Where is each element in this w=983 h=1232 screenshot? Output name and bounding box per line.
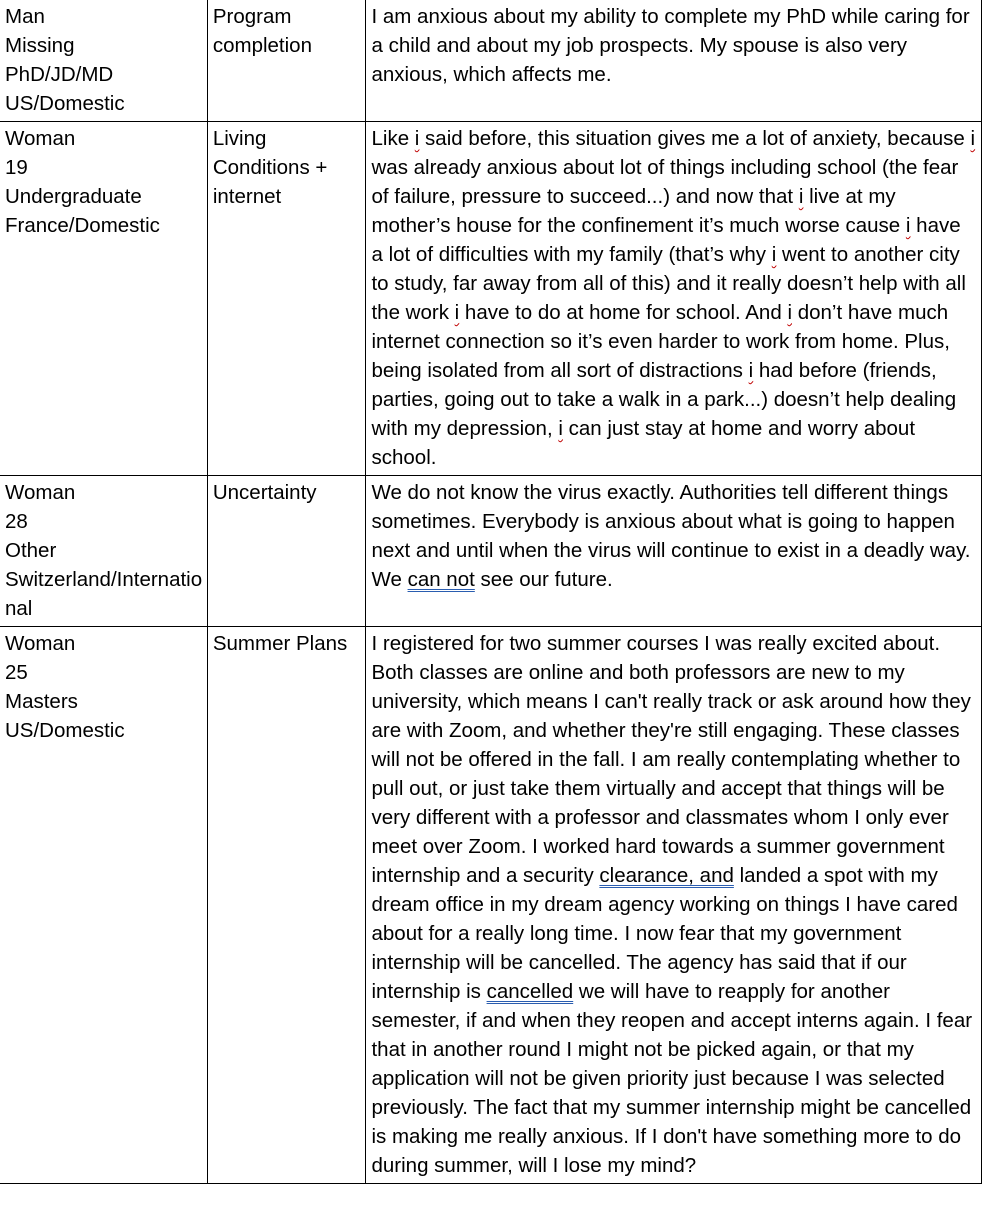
demographic-line: Switzerland/International (5, 568, 203, 620)
response-text: said before, this situation gives me a lot of anxiety, because (419, 127, 971, 150)
demographic-line: US/Domestic (5, 719, 125, 742)
demographic-line: Woman (5, 481, 76, 504)
demographic-line: Masters (5, 690, 78, 713)
response-cell (366, 476, 982, 627)
response-text: went to another city to study, far away from all of this) and it really doesn’t help with all the work (371, 243, 966, 324)
response-text: landed a spot with my dream office in my dream agency working on things I have cared about for a really long time. I now fear that my government internship will be cancelled. The agency has said that if our internship is (371, 864, 958, 1003)
grammar-flag: can not (407, 568, 475, 591)
demographic-line: Other (5, 539, 57, 562)
table-row (0, 0, 982, 122)
table-row (0, 627, 982, 1184)
demographics-cell (0, 122, 207, 476)
demographic-line: 19 (5, 156, 28, 179)
spelling-flag: i (558, 417, 563, 440)
theme-cell: Summer Plans (207, 627, 366, 1184)
response-text: live at my mother’s house for the confinement it’s much worse cause (371, 185, 906, 237)
spelling-flag: i (454, 301, 460, 324)
response-text: see our future. (474, 568, 613, 591)
grammar-flag: cancelled (486, 980, 574, 1003)
spelling-flag: i (414, 127, 420, 150)
response-text: we will have to reapply for another semester, if and when they reopen and accept interns again. I fear that in another round I might not be picked again, or that my application will not be given priority just because I was selected previously. The fact that my summer internship might be cancelled is making me really anxious. If I don't have something more to do during summer, will I lose my mind? (371, 980, 973, 1177)
spelling-flag: i (970, 127, 976, 150)
demographic-line: PhD/JD/MD (5, 63, 114, 86)
response-text: We do not know the virus exactly. Authorities tell different things sometimes. Everybody is anxious about what is going to happen next and until when the virus will continue to exist in a deadly way. We (371, 481, 971, 591)
response-text: don’t have much internet connection so it’s even harder to work from home. Plus, being isolated from all sort of distractions (371, 301, 950, 382)
theme-cell: Uncertainty (207, 476, 366, 627)
demographic-line: Woman (5, 127, 76, 150)
demographic-line: Woman (5, 632, 76, 655)
demographics-cell (0, 0, 207, 122)
spelling-flag: i (798, 185, 804, 208)
spelling-flag: i (748, 359, 754, 382)
theme-cell: Program completion (207, 0, 366, 122)
table-row (0, 476, 982, 627)
demographics-cell (0, 476, 207, 627)
spelling-flag: i (771, 243, 777, 266)
spelling-flag: i (787, 301, 792, 324)
response-text: Like (371, 127, 415, 150)
theme-cell: Living Conditions + internet (207, 122, 366, 476)
demographic-line: Man (5, 5, 45, 28)
demographic-line: 25 (5, 661, 28, 684)
response-text: can just stay at home and worry about school. (371, 417, 916, 469)
response-text: have a lot of difficulties with my family (that’s why (371, 214, 961, 266)
spelling-flag: i (905, 214, 911, 237)
table-row (0, 122, 982, 476)
demographic-line: US/Domestic (5, 92, 125, 115)
demographic-line: Missing (5, 34, 75, 57)
response-text: had before (friends, parties, going out to take a walk in a park...) doesn’t help dealing with my depression, (371, 359, 957, 440)
demographic-line: 28 (5, 510, 28, 533)
response-text: I am anxious about my ability to complete my PhD while caring for a child and about my job prospects. My spouse is also very anxious, which affects me. (371, 5, 970, 86)
response-cell (366, 0, 982, 122)
grammar-flag: clearance, and (599, 864, 734, 887)
response-cell (366, 122, 982, 476)
response-text: I registered for two summer courses I was really excited about. Both classes are online and both professors are new to my university, which means I can't really track or ask around how they are with Zoom, and whether they're still engaging. These classes will not be offered in the fall. I am really contemplating whether to pull out, or just take them virtually and accept that things will be very different with a professor and classmates whom I only ever meet over Zoom. I worked hard towards a summer government internship and a security (371, 632, 971, 887)
response-text: was already anxious about lot of things including school (the fear of failure, pressure to succeed...) and now that (371, 156, 959, 208)
demographics-cell (0, 627, 207, 1184)
response-cell (366, 627, 982, 1184)
demographic-line: Undergraduate (5, 185, 142, 208)
demographic-line: France/Domestic (5, 214, 160, 237)
response-text: have to do at home for school. And (459, 301, 788, 324)
